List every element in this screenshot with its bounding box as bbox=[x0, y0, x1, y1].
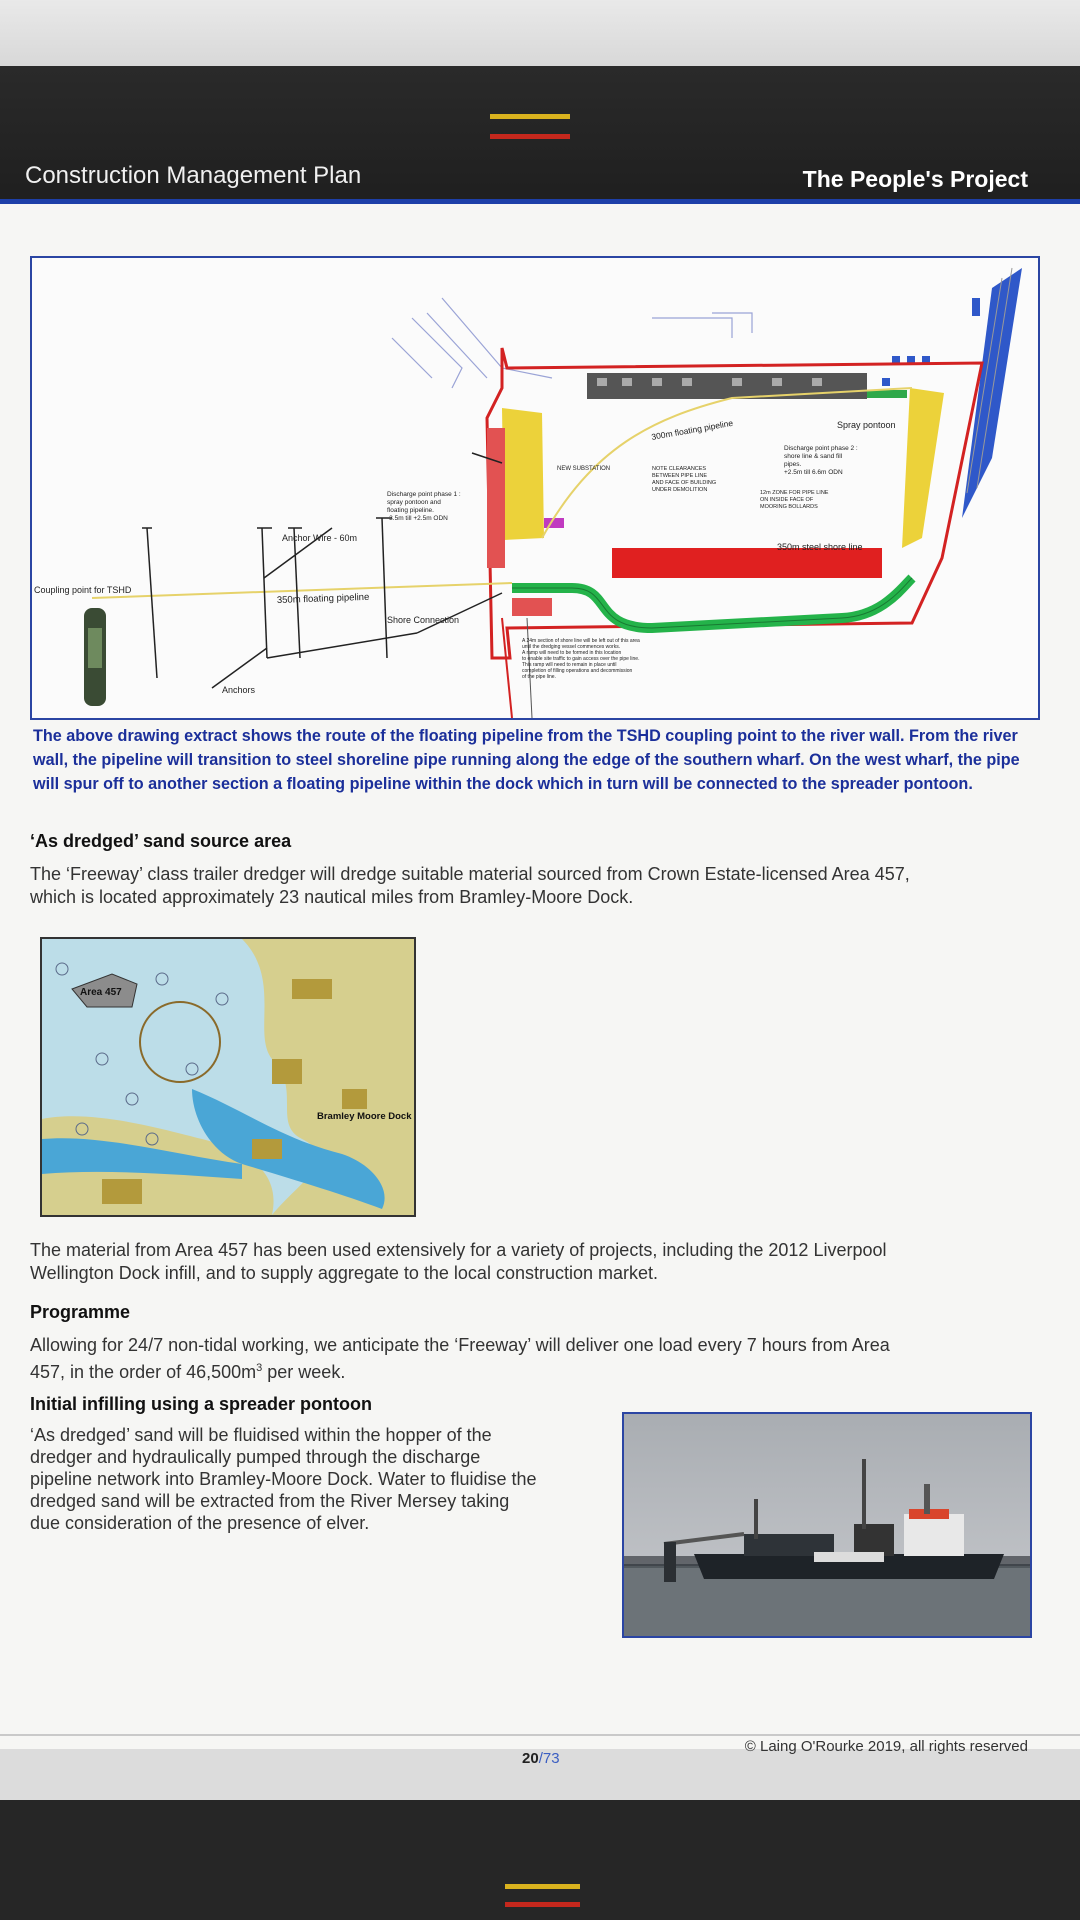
area-457-map bbox=[40, 937, 416, 1217]
svg-text:completion of filling operatio: completion of filling operations and decommission bbox=[522, 668, 633, 674]
map-label-area: Area 457 bbox=[80, 987, 122, 998]
label-substation: NEW SUBSTATION bbox=[557, 466, 611, 472]
label-anchor-wire: Anchor Wire - 60m bbox=[282, 533, 358, 543]
svg-text:floating pipeline.: floating pipeline. bbox=[387, 507, 434, 514]
copyright-notice: © Laing O'Rourke 2019, all rights reserved bbox=[744, 1738, 1028, 1755]
map-label-dock: Bramley Moore Dock bbox=[317, 1111, 412, 1122]
svg-text:NOTE CLEARANCES: NOTE CLEARANCES bbox=[652, 466, 707, 472]
heading-initial-infilling: Initial infilling using a spreader pontoon bbox=[30, 1394, 373, 1414]
svg-text:+2.5m till 6.6m ODN: +2.5m till 6.6m ODN bbox=[784, 469, 843, 476]
label-steel-shore: 350m steel shore line bbox=[777, 542, 863, 552]
svg-text:This ramp will need to remain: This ramp will need to remain in place until bbox=[522, 662, 617, 668]
svg-text:Discharge point phase 2 :: Discharge point phase 2 : bbox=[784, 445, 858, 452]
footer-logo-gold-bar bbox=[505, 1884, 580, 1889]
svg-text:MOORING BOLLARDS: MOORING BOLLARDS bbox=[760, 504, 818, 510]
label-spray-pontoon: Spray pontoon bbox=[837, 420, 896, 430]
heading-sand-source: ‘As dredged’ sand source area bbox=[30, 831, 292, 851]
svg-text:BETWEEN PIPE LINE: BETWEEN PIPE LINE bbox=[652, 473, 708, 479]
nautical-chart-graphic bbox=[42, 939, 414, 1215]
site-plan-graphic bbox=[32, 258, 1038, 718]
document-page bbox=[0, 204, 1080, 1767]
page-header bbox=[0, 66, 1080, 204]
dredger-photo bbox=[622, 1412, 1032, 1638]
svg-text:A ramp will need to be formed: A ramp will need to be formed in this location bbox=[522, 650, 622, 656]
programme-paragraph: Allowing for 24/7 non-tidal working, we anticipate the ‘Freeway’ will deliver one load every 7 hours from Area 457, in the order of $46,500m^3$ per week. bbox=[30, 1335, 890, 1382]
logo-red-bar bbox=[490, 134, 570, 139]
svg-text:until the dredging vessel comm: until the dredging vessel commences works. bbox=[522, 644, 621, 650]
label-clearances bbox=[652, 466, 716, 493]
label-discharge-2 bbox=[784, 445, 858, 476]
svg-text:to enable site traffic to gain: to enable site traffic to gain access over the pipe line. bbox=[522, 656, 640, 662]
dredger-photo-graphic bbox=[624, 1414, 1030, 1636]
drawing-caption: The above drawing extract shows the route of the floating pipeline from the TSHD coupling point to the river wall. From the river wall, the pipeline will transition to steel shoreline pipe running along the edge of the southern wharf. On the west wharf, the pipe will spur off to another section a floating pipeline within the dock which in turn will be connected to the spreader pontoon. bbox=[33, 727, 1020, 793]
label-zone bbox=[760, 490, 829, 510]
heading-programme: Programme bbox=[30, 1302, 131, 1322]
svg-text:12m ZONE FOR PIPE LINE: 12m ZONE FOR PIPE LINE bbox=[760, 490, 829, 496]
label-floating-350: 350m floating pipeline bbox=[276, 591, 370, 606]
svg-text:A 24m section of shore line wi: A 24m section of shore line will be left out of this area bbox=[522, 638, 640, 644]
svg-text:Discharge point phase 1 :: Discharge point phase 1 : bbox=[387, 491, 461, 498]
page-number: 20/73 bbox=[522, 1750, 560, 1767]
document-title: Construction Management Plan bbox=[25, 162, 362, 189]
footer-logo-red-bar bbox=[505, 1902, 580, 1907]
monitor-top-bezel bbox=[0, 0, 1080, 66]
label-coupling: Coupling point for TSHD bbox=[34, 585, 132, 595]
svg-text:pipes.: pipes. bbox=[784, 461, 802, 468]
label-shoreline-note bbox=[522, 638, 640, 680]
label-floating-300: 300m floating pipeline bbox=[650, 417, 734, 442]
logo-gold-bar bbox=[490, 114, 570, 119]
svg-text:UNDER DEMOLITION: UNDER DEMOLITION bbox=[652, 487, 708, 493]
svg-text:of the pipe line.: of the pipe line. bbox=[522, 674, 556, 680]
label-discharge-1 bbox=[387, 491, 461, 522]
sand-source-paragraph: The ‘Freeway’ class trailer dredger will dredge suitable material sourced from Crown Estate-licensed Area 457, which is located approximately 23 nautical miles from Bramley-Moore Dock. bbox=[30, 864, 910, 907]
label-shore-connection: Shore Connection bbox=[387, 615, 460, 625]
svg-text:shore line & sand fill: shore line & sand fill bbox=[784, 453, 843, 460]
label-anchors: Anchors bbox=[222, 685, 256, 695]
infill-paragraph: ‘As dredged’ sand will be fluidised within the hopper of the dredger and hydraulically pumped through the discharge pipeline network into Bramley-Moore Dock. Water to fluidise the dredged sand will be extracted from the River Mersey taking due consideration of the presence of elver. bbox=[30, 1425, 537, 1533]
svg-text:spray pontoon and: spray pontoon and bbox=[387, 499, 441, 506]
footer-rule bbox=[0, 1734, 1080, 1736]
project-title: The People's Project bbox=[802, 166, 1028, 192]
material-paragraph: The material from Area 457 has been used extensively for a variety of projects, including the 2012 Liverpool Wellington Dock infill, and to supply aggregate to the local construction market. bbox=[30, 1240, 887, 1283]
svg-text:ON INSIDE FACE OF: ON INSIDE FACE OF bbox=[760, 497, 814, 503]
pipeline-route-drawing bbox=[30, 256, 1040, 720]
svg-text:-3.5m till +2.5m ODN: -3.5m till +2.5m ODN bbox=[387, 515, 448, 522]
svg-text:AND FACE OF BUILDING: AND FACE OF BUILDING bbox=[652, 480, 717, 486]
